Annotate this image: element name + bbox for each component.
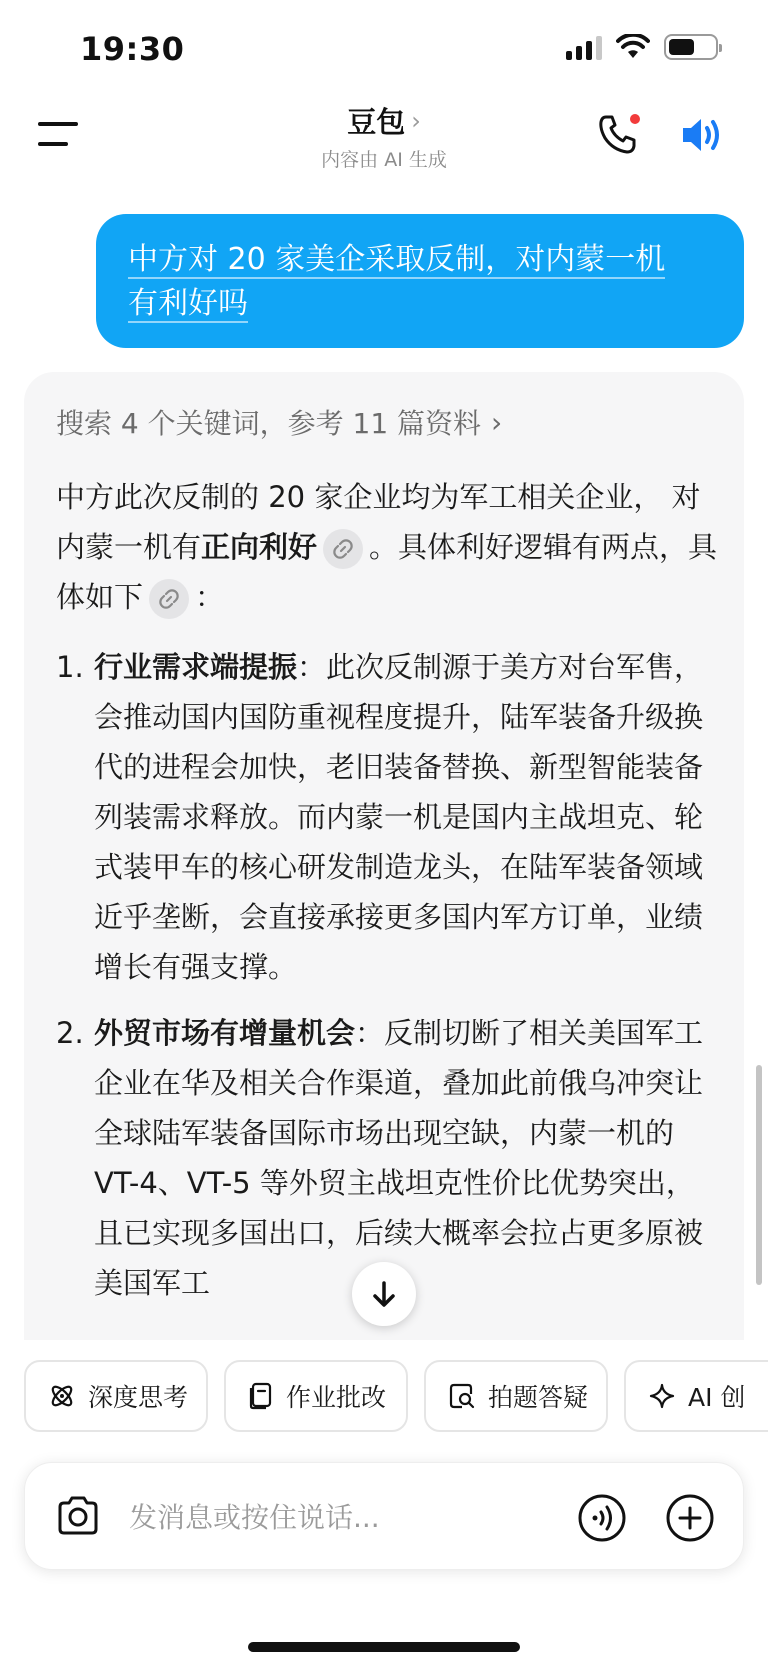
- user-message-line-2: 有利好吗: [128, 286, 248, 321]
- user-message-text: [128, 238, 712, 326]
- camera-button[interactable]: [55, 1495, 101, 1537]
- photo-search-icon: [448, 1382, 476, 1410]
- wifi-icon: [616, 34, 650, 60]
- homework-check-button[interactable]: [224, 1360, 408, 1432]
- search-summary-text: 搜索 4 个关键词，参考 11 篇资料: [56, 407, 482, 440]
- photo-question-button[interactable]: [424, 1360, 608, 1432]
- speaker-icon: [680, 114, 726, 156]
- user-message-bubble[interactable]: [96, 214, 744, 348]
- plus-icon: [665, 1493, 715, 1543]
- photo-question-label: 拍题答疑: [488, 1383, 589, 1412]
- list-item-text: ：反制切断了相关美国军工企业在华及相关合作渠道，叠加此前俄乌冲突让全球陆军装备国际市场出现空缺，内蒙一机的 VT-4、VT-5 等外贸主战坦克性价比优势突出，且已实现多国出口，后续大概率会拉占更多原被美国军工: [94, 1016, 704, 1300]
- ai-answer-card: [24, 372, 744, 1372]
- homework-icon: [248, 1382, 274, 1410]
- list-item-text: ：此次反制源于美方对台军售，会推动国内国防重视程度提升，陆军装备升级换代的进程会加快，老旧装备替换、新型智能装备列装需求释放。而内蒙一机是国内主战坦克、轮式装甲车的核心研发制造龙头，在陆军装备领域近乎垄断，会直接承接更多国内军方订单，业绩增长有强支撑。: [94, 650, 704, 984]
- scrollbar[interactable]: [756, 1065, 762, 1285]
- sparkle-icon: [648, 1382, 676, 1410]
- list-item-body: [94, 1008, 720, 1308]
- status-icons: [566, 34, 718, 60]
- battery-icon: [664, 34, 718, 60]
- reference-link-button[interactable]: [323, 529, 363, 569]
- answer-list: [56, 642, 720, 1308]
- chat-header: [0, 96, 768, 176]
- search-sources-summary[interactable]: [56, 402, 502, 442]
- link-icon: [158, 588, 180, 610]
- bot-title-label: 豆包: [347, 105, 406, 139]
- list-item-body: [94, 642, 720, 992]
- header-center: [0, 100, 768, 172]
- home-indicator[interactable]: [248, 1642, 520, 1652]
- status-bar: [0, 0, 768, 100]
- message-input[interactable]: [129, 1493, 529, 1541]
- reference-link-button[interactable]: [149, 579, 189, 619]
- ai-generated-notice: 内容由 AI 生成: [321, 149, 447, 171]
- intro-text-1: 中方此次反制的 20 家企业均为军工相关企业， 对内蒙一机有: [56, 480, 701, 564]
- cellular-signal-icon: [566, 34, 602, 60]
- add-button[interactable]: [665, 1493, 715, 1543]
- list-item-title: 行业需求端提振: [94, 650, 298, 684]
- intro-text-3: ：: [195, 580, 225, 614]
- bottom-panel: [0, 1340, 768, 1663]
- status-time: 19:30: [80, 30, 185, 68]
- homework-check-label: 作业批改: [286, 1383, 387, 1412]
- link-icon: [332, 538, 354, 560]
- chevron-right-icon: ›: [491, 405, 503, 439]
- intro-text-2: 。具体利好逻辑有两点，具体如下: [56, 530, 718, 614]
- scroll-to-bottom-button[interactable]: [352, 1262, 416, 1326]
- notification-dot: [628, 112, 642, 126]
- deep-think-button[interactable]: [24, 1360, 208, 1432]
- answer-intro: [56, 472, 720, 622]
- phone-call-button[interactable]: [596, 112, 644, 160]
- ai-create-button[interactable]: [624, 1360, 768, 1432]
- message-input-bar: [24, 1462, 744, 1570]
- deep-think-label: 深度思考: [88, 1383, 189, 1412]
- voice-icon: [577, 1493, 627, 1543]
- voice-input-button[interactable]: [577, 1493, 627, 1543]
- chevron-right-icon: ›: [411, 106, 421, 135]
- arrow-down-icon: [369, 1279, 399, 1309]
- list-item-title: 外贸市场有增量机会: [94, 1016, 356, 1050]
- ai-create-label: AI 创: [688, 1383, 746, 1412]
- ai-answer-body: [56, 472, 720, 1324]
- atom-icon: [48, 1382, 76, 1410]
- list-item-number: 1.: [56, 650, 84, 684]
- intro-bold-text: 正向利好: [201, 530, 318, 564]
- speaker-button[interactable]: [680, 114, 728, 158]
- camera-icon: [55, 1495, 101, 1537]
- list-item: [56, 642, 720, 992]
- user-message-line-1: 中方对 20 家美企采取反制，对内蒙一机: [128, 242, 666, 277]
- quick-actions: [24, 1360, 768, 1432]
- list-item-number: 2.: [56, 1016, 84, 1050]
- bot-title[interactable]: [347, 100, 421, 141]
